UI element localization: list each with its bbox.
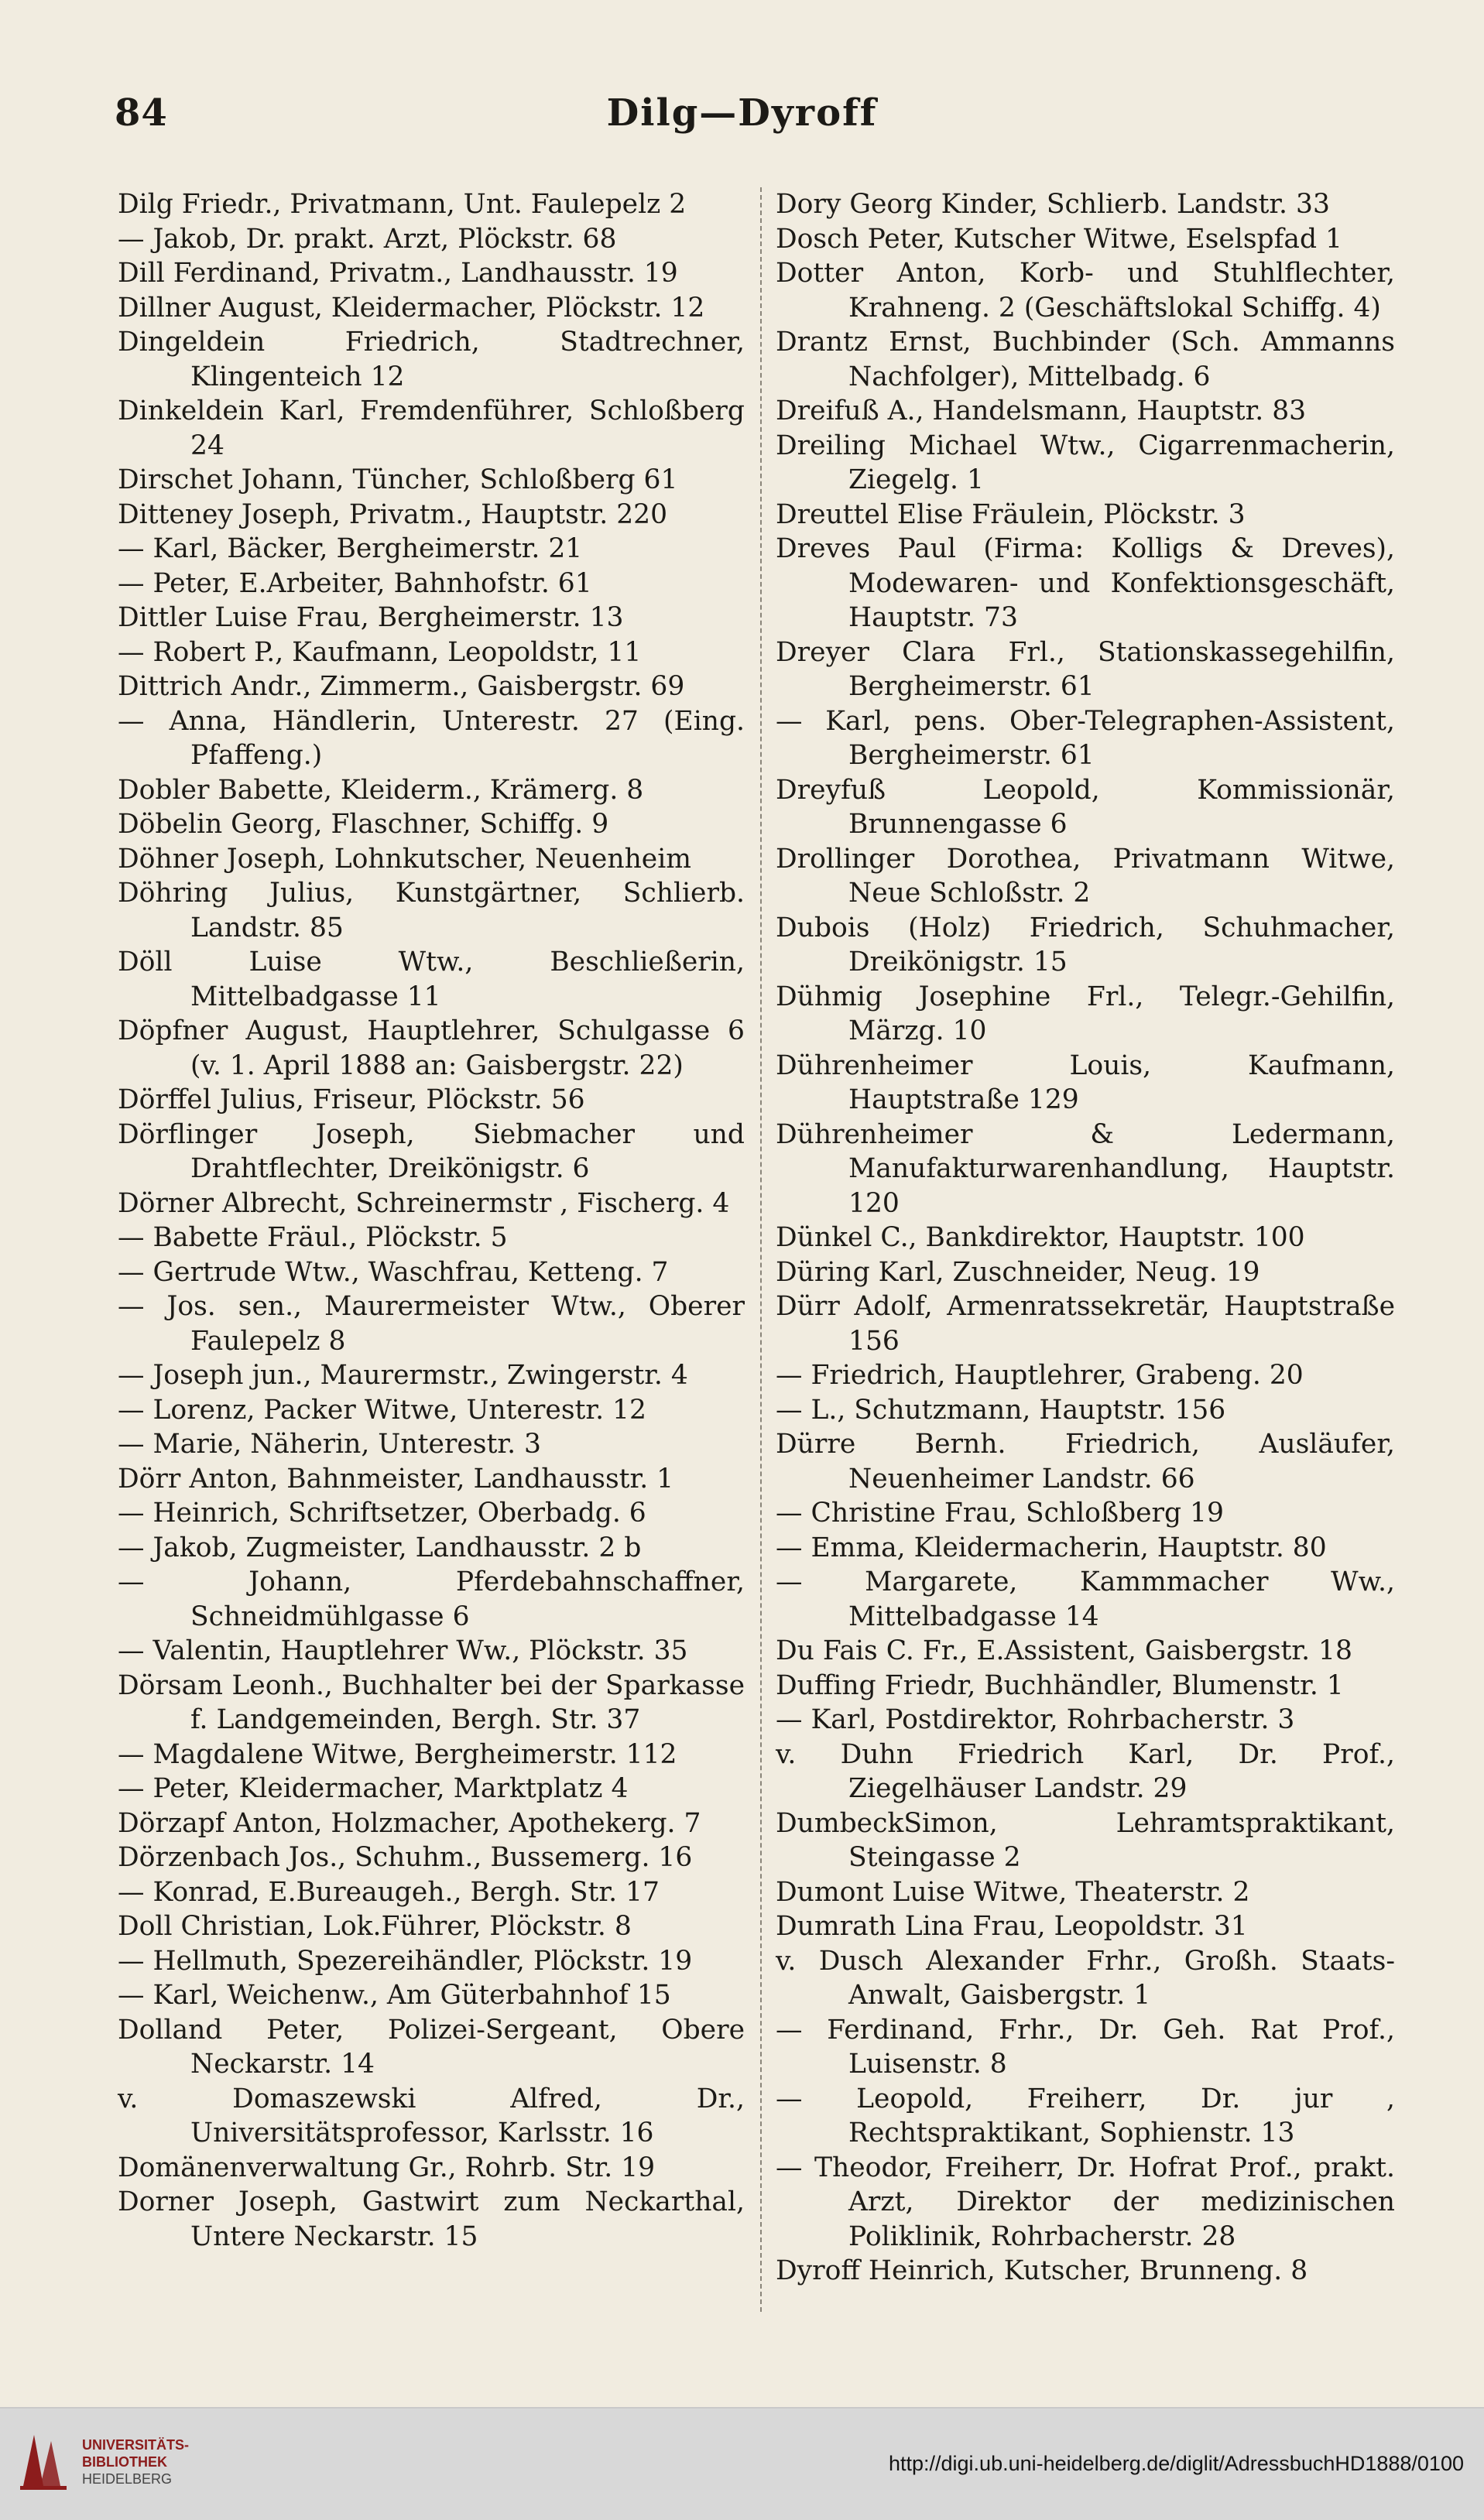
directory-entry: Dörsam Leonh., Buchhalter bei der Sparkasse f. Landgemeinden, Bergh. Str. 37: [118, 1669, 745, 1735]
directory-entry: — Ferdinand, Frhr., Dr. Geh. Rat Prof., Luisenstr. 8: [776, 2014, 1395, 2080]
library-logo-icon: [17, 2429, 71, 2492]
directory-entry: Dotter Anton, Korb- und Stuhlflechter, Krahneng. 2 (Geschäftslokal Schiffg. 4): [776, 258, 1395, 324]
directory-entry: — Gertrude Wtw., Waschfrau, Ketteng. 7: [118, 1256, 669, 1288]
directory-entry: Du Fais C. Fr., E.Assistent, Gaisbergstr. 18: [776, 1635, 1352, 1666]
directory-entry: Dörner Albrecht, Schreinermstr , Fischerg. 4: [118, 1187, 730, 1219]
directory-entry: Dolland Peter, Polizei-Sergeant, Obere Neckarstr. 14: [118, 2014, 745, 2080]
source-url[interactable]: http://digi.ub.uni-heidelberg.de/diglit/AdressbuchHD1888/0100: [888, 2452, 1464, 2475]
directory-entry: Dill Ferdinand, Privatm., Landhausstr. 19: [118, 258, 678, 289]
directory-entry: v. Duhn Friedrich Karl, Dr. Prof., Ziegelhäuser Landstr. 29: [776, 1738, 1395, 1804]
directory-entry: Döhring Julius, Kunstgärtner, Schlierb. Landstr. 85: [118, 878, 745, 943]
directory-entry: — Peter, E.Arbeiter, Bahnhofstr. 61: [118, 567, 592, 599]
logo-line-1: UNIVERSITÄTS-: [82, 2437, 190, 2453]
directory-entry: Dührenheimer Louis, Kaufmann, Hauptstraße 129: [776, 1049, 1395, 1115]
directory-entry: — Karl, Weichenw., Am Güterbahnhof 15: [118, 1980, 671, 2011]
directory-entry: — Jakob, Dr. prakt. Arzt, Plöckstr. 68: [118, 223, 617, 255]
directory-entry: Döpfner August, Hauptlehrer, Schulgasse 6 (v. 1. April 1888 an: Gaisbergstr. 22): [118, 1015, 745, 1081]
directory-entry: Döhner Joseph, Lohnkutscher, Neuenheim: [118, 843, 691, 875]
directory-entry: Dreyfuß Leopold, Kommissionär, Brunnengasse 6: [776, 774, 1395, 840]
directory-entry: Döbelin Georg, Flaschner, Schiffg. 9: [118, 809, 609, 840]
directory-entry: — Konrad, E.Bureaugeh., Bergh. Str. 17: [118, 1876, 660, 1908]
directory-entry: — Karl, Bäcker, Bergheimerstr. 21: [118, 533, 583, 564]
directory-entry: — Karl, Postdirektor, Rohrbacherstr. 3: [776, 1704, 1295, 1735]
footer-bar: [0, 2407, 1484, 2520]
directory-entry: Dreyer Clara Frl., Stationskassegehilfin, Bergheimerstr. 61: [776, 636, 1395, 702]
directory-entry: Dreifuß A., Handelsmann, Hauptstr. 83: [776, 395, 1307, 426]
logo-line-2: BIBLIOTHEK: [82, 2454, 167, 2470]
directory-entry: — Friedrich, Hauptlehrer, Grabeng. 20: [776, 1360, 1304, 1391]
running-head: Dilg—Dyroff: [606, 91, 878, 135]
library-logo-text: [82, 2436, 189, 2487]
directory-entry: Dubois (Holz) Friedrich, Schuhmacher, Dreikönigstr. 15: [776, 912, 1395, 978]
directory-entry: Dörzenbach Jos., Schuhm., Bussemerg. 16: [118, 1842, 693, 1873]
directory-entry: Dürr Adolf, Armenratssekretär, Hauptstraße 156: [776, 1291, 1395, 1357]
directory-entry: — Hellmuth, Spezereihändler, Plöckstr. 19: [118, 1945, 693, 1977]
directory-entry: Dirschet Johann, Tüncher, Schloßberg 61: [118, 464, 678, 495]
directory-entry: Düring Karl, Zuschneider, Neug. 19: [776, 1256, 1260, 1288]
directory-entry: Dittler Luise Frau, Bergheimerstr. 13: [118, 602, 624, 633]
directory-entry: Dyroff Heinrich, Kutscher, Brunneng. 8: [776, 2255, 1308, 2286]
directory-entry: Dorner Joseph, Gastwirt zum Neckarthal, Untere Neckarstr. 15: [118, 2186, 745, 2252]
directory-entry: — Lorenz, Packer Witwe, Unterestr. 12: [118, 1394, 646, 1426]
directory-entry: Dittrich Andr., Zimmerm., Gaisbergstr. 69: [118, 671, 685, 702]
directory-entry: — Joseph jun., Maurermstr., Zwingerstr. 4: [118, 1360, 688, 1391]
directory-entry: — Jos. sen., Maurermeister Wtw., Oberer Faulepelz 8: [118, 1291, 745, 1357]
column-divider: [760, 187, 762, 2312]
directory-entry: — Heinrich, Schriftsetzer, Oberbadg. 6: [118, 1498, 646, 1529]
directory-entry: v. Domaszewski Alfred, Dr., Universitätsprofessor, Karlsstr. 16: [118, 2083, 745, 2149]
directory-entry: — Babette Fräul., Plöckstr. 5: [118, 1222, 508, 1253]
directory-entry: Dürre Bernh. Friedrich, Ausläufer, Neuenheimer Landstr. 66: [776, 1429, 1395, 1495]
directory-entry: Drantz Ernst, Buchbinder (Sch. Ammanns Nachfolger), Mittelbadg. 6: [776, 327, 1395, 392]
directory-entry: — Jakob, Zugmeister, Landhausstr. 2 b: [118, 1532, 642, 1563]
directory-entry: Doll Christian, Lok.Führer, Plöckstr. 8: [118, 1911, 632, 1942]
logo-line-3: HEIDELBERG: [82, 2471, 173, 2487]
directory-entry: Dumont Luise Witwe, Theaterstr. 2: [776, 1876, 1250, 1908]
directory-entry: Ditteney Joseph, Privatm., Hauptstr. 220: [118, 498, 668, 530]
directory-entry: — Emma, Kleidermacherin, Hauptstr. 80: [776, 1532, 1327, 1563]
directory-entry: Dörffel Julius, Friseur, Plöckstr. 56: [118, 1084, 585, 1115]
directory-entry: — Christine Frau, Schloßberg 19: [776, 1498, 1224, 1529]
directory-entry: Dilg Friedr., Privatmann, Unt. Faulepelz 2: [118, 189, 687, 220]
directory-entry: Dillner August, Kleidermacher, Plöckstr. 12: [118, 292, 705, 324]
directory-entry: Dörr Anton, Bahnmeister, Landhausstr. 1: [118, 1463, 674, 1495]
directory-entry: Dreiling Michael Wtw., Cigarrenmacherin, Ziegelg. 1: [776, 430, 1395, 495]
directory-entry: Dumrath Lina Frau, Leopoldstr. 31: [776, 1911, 1248, 1942]
directory-entry: Dührenheimer & Ledermann, Manufakturwarenhandlung, Hauptstr. 120: [776, 1118, 1395, 1219]
directory-entry: Dosch Peter, Kutscher Witwe, Eselspfad 1: [776, 223, 1342, 255]
right-column: [776, 187, 1395, 2289]
directory-entry: — Karl, pens. Ober-Telegraphen-Assistent, Bergheimerstr. 61: [776, 705, 1395, 771]
directory-entry: Dobler Babette, Kleiderm., Krämerg. 8: [118, 774, 644, 806]
directory-entry: — Leopold, Freiherr, Dr. jur , Rechtspraktikant, Sophienstr. 13: [776, 2083, 1395, 2149]
page-number: 84: [115, 91, 168, 135]
directory-entry: DumbeckSimon, Lehramtspraktikant, Steingasse 2: [776, 1807, 1395, 1873]
directory-entry: — Anna, Händlerin, Unterestr. 27 (Eing. Pfaffeng.): [118, 705, 745, 771]
directory-entry: — Peter, Kleidermacher, Marktplatz 4: [118, 1773, 629, 1804]
directory-entry: Duffing Friedr, Buchhändler, Blumenstr. 1: [776, 1669, 1344, 1701]
directory-entry: Dreves Paul (Firma: Kolligs & Dreves), Modewaren- und Konfektionsgeschäft, Hauptstr. 73: [776, 533, 1395, 633]
directory-entry: Dünkel C., Bankdirektor, Hauptstr. 100: [776, 1222, 1305, 1253]
directory-entry: Domänenverwaltung Gr., Rohrb. Str. 19: [118, 2152, 656, 2183]
directory-entry: — Robert P., Kaufmann, Leopoldstr, 11: [118, 636, 642, 668]
directory-entry: v. Dusch Alexander Frhr., Großh. Staats-Anwalt, Gaisbergstr. 1: [776, 1945, 1395, 2011]
directory-entry: Dühmig Josephine Frl., Telegr.-Gehilfin, Märzg. 10: [776, 981, 1395, 1046]
directory-entry: Drollinger Dorothea, Privatmann Witwe, Neue Schloßstr. 2: [776, 843, 1395, 909]
directory-entry: — Marie, Näherin, Unterestr. 3: [118, 1429, 541, 1460]
directory-entry: Dinkeldein Karl, Fremdenführer, Schloßberg 24: [118, 395, 745, 461]
directory-entry: Dory Georg Kinder, Schlierb. Landstr. 33: [776, 189, 1330, 220]
directory-entry: — Valentin, Hauptlehrer Ww., Plöckstr. 35: [118, 1635, 688, 1666]
left-column: [118, 187, 745, 2254]
directory-entry: — Margarete, Kammmacher Ww., Mittelbadgasse 14: [776, 1566, 1395, 1632]
directory-entry: — L., Schutzmann, Hauptstr. 156: [776, 1394, 1226, 1426]
directory-entry: — Theodor, Freiherr, Dr. Hofrat Prof., prakt. Arzt, Direktor der medizinischen Poliklinik, Rohrbacherstr. 28: [776, 2152, 1395, 2252]
directory-entry: Dörzapf Anton, Holzmacher, Apothekerg. 7: [118, 1807, 701, 1839]
directory-entry: — Magdalene Witwe, Bergheimerstr. 112: [118, 1738, 677, 1770]
directory-entry: — Johann, Pferdebahnschaffner, Schneidmühlgasse 6: [118, 1566, 745, 1632]
directory-entry: Dreuttel Elise Fräulein, Plöckstr. 3: [776, 498, 1246, 530]
directory-entry: Dingeldein Friedrich, Stadtrechner, Klingenteich 12: [118, 327, 745, 392]
directory-entry: Dörflinger Joseph, Siebmacher und Drahtflechter, Dreikönigstr. 6: [118, 1118, 745, 1184]
directory-entry: Döll Luise Wtw., Beschließerin, Mittelbadgasse 11: [118, 947, 745, 1012]
